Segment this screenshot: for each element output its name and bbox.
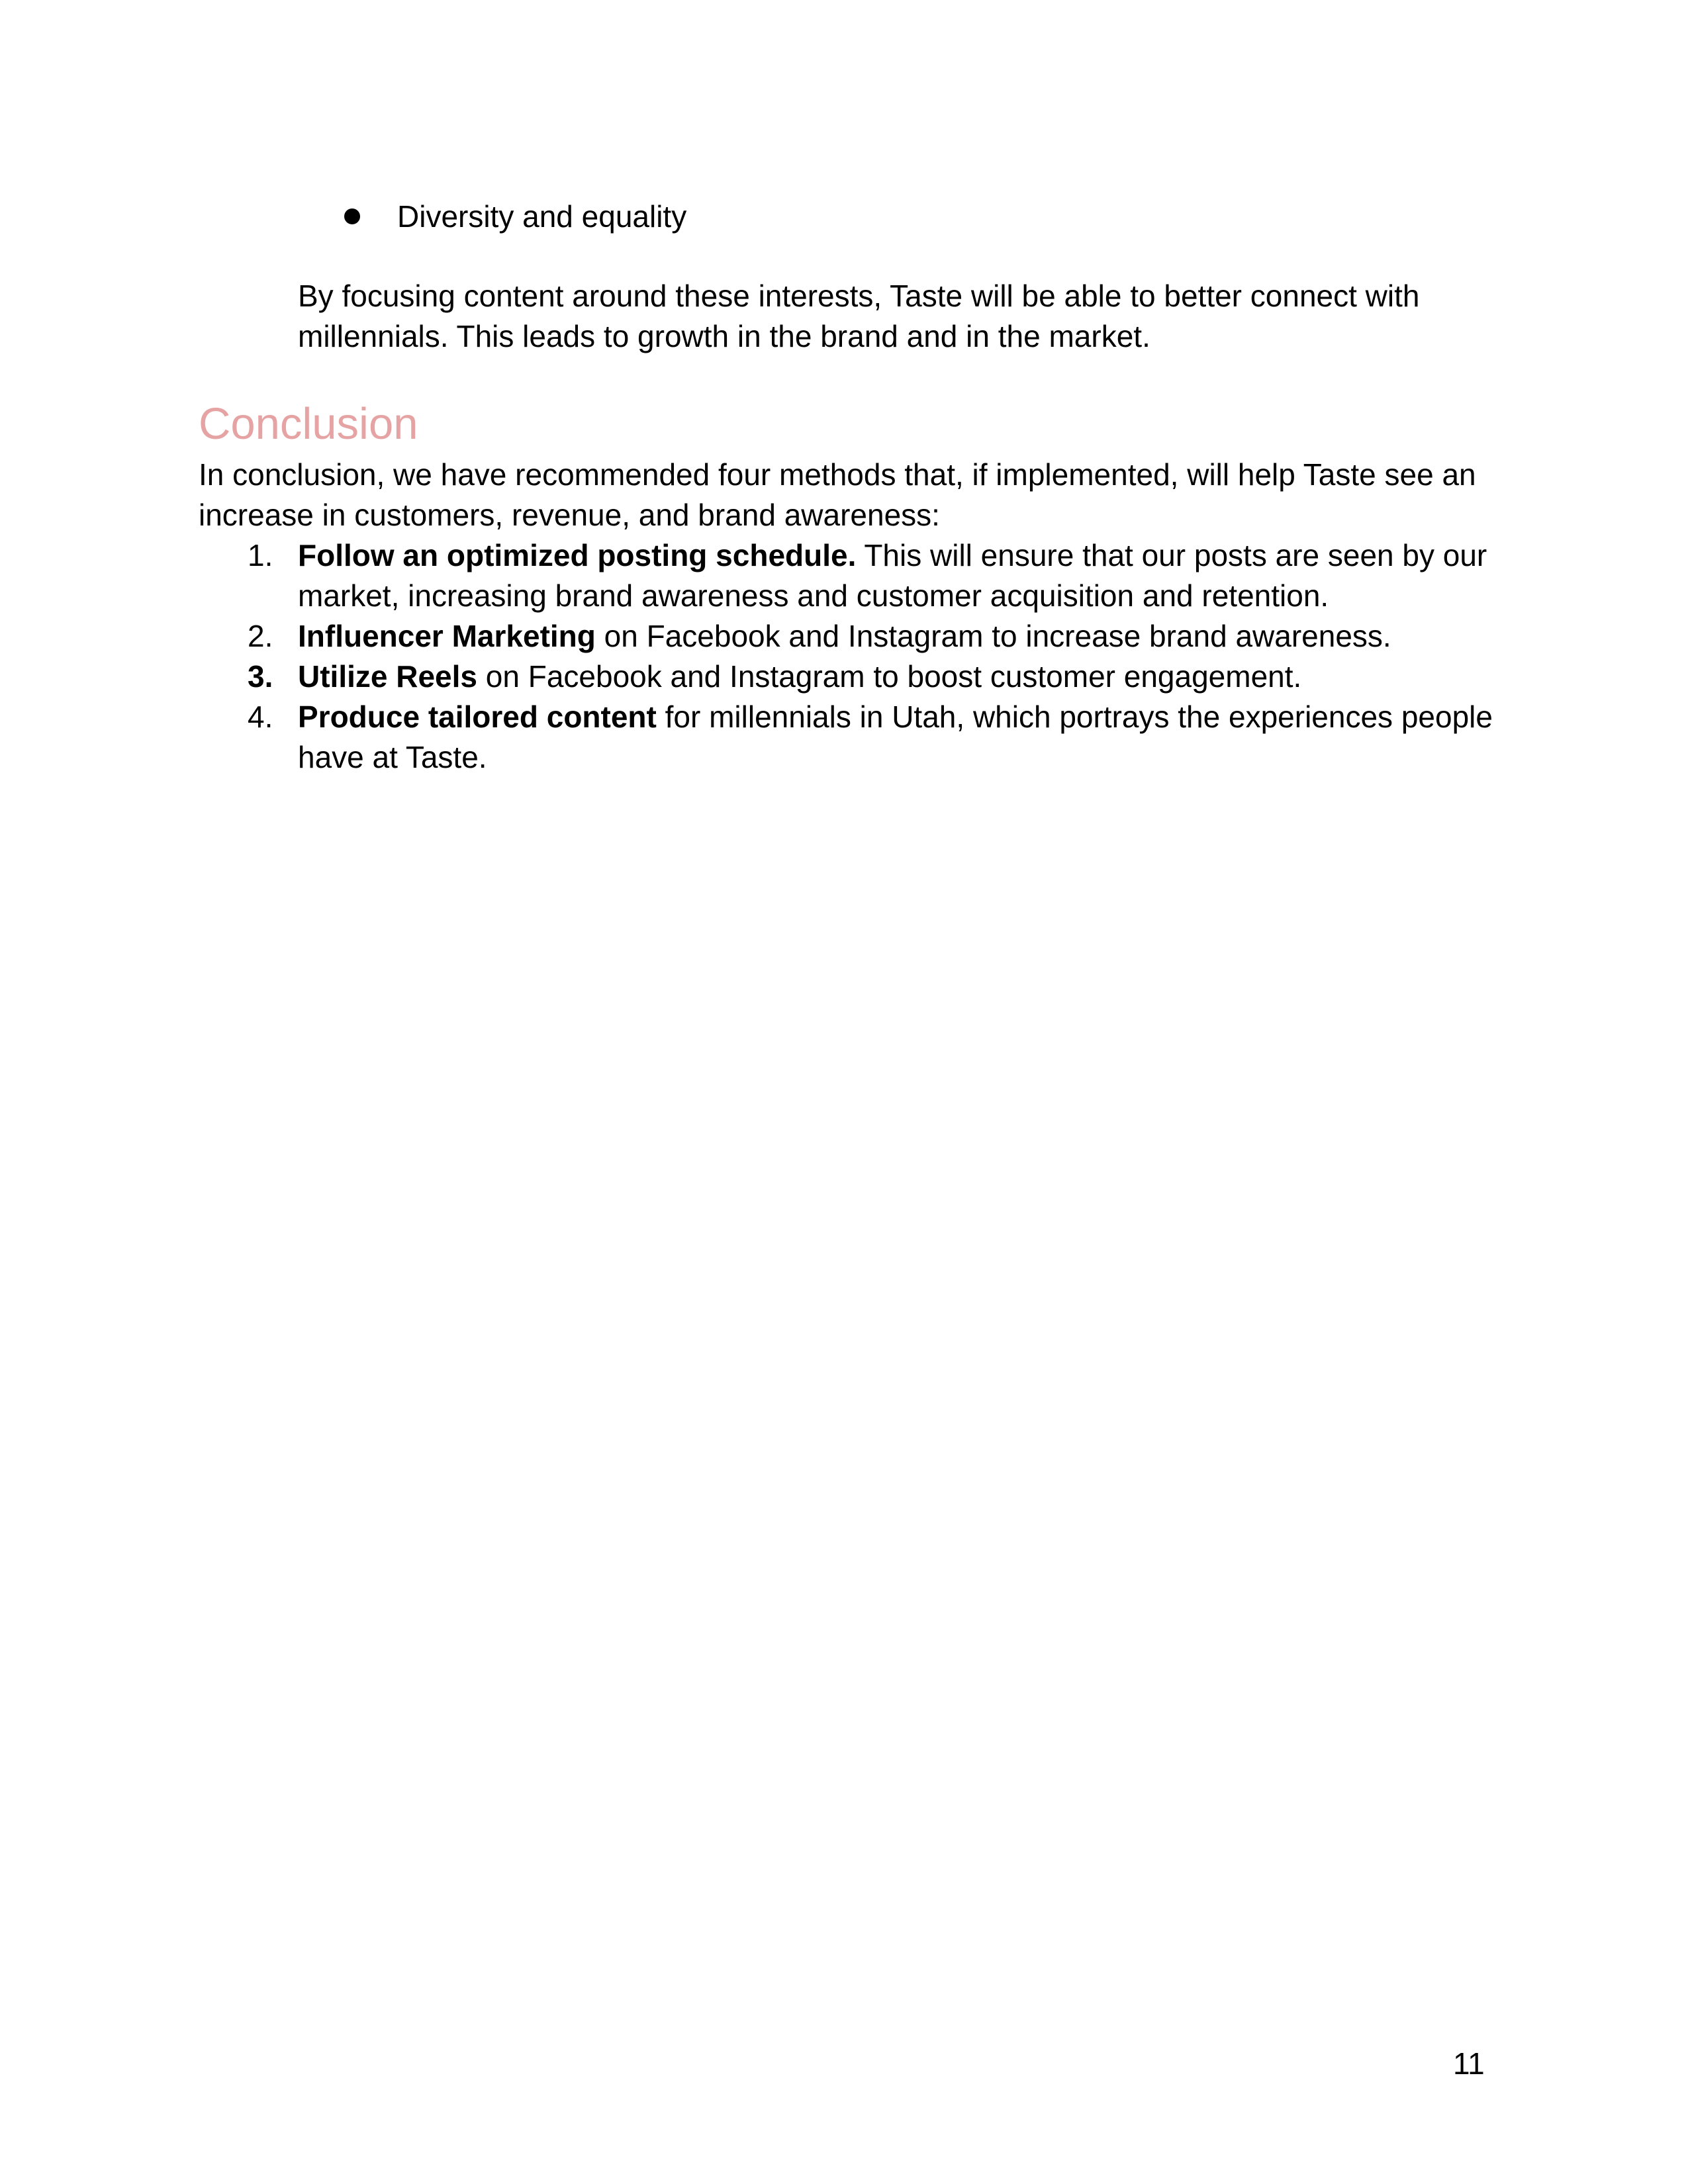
list-item-text: This will ensure that our posts are seen by our market, increasing brand awareness and customer acquisition and retention. (298, 538, 1487, 613)
list-item-bold-lead: Influencer Marketing (298, 619, 596, 653)
list-item-text: on Facebook and Instagram to increase brand awareness. (595, 619, 1391, 653)
list-item-number: 4. (248, 700, 273, 734)
list-item-text: on Facebook and Instagram to boost customer engagement. (477, 659, 1302, 694)
list-item-number: 2. (248, 619, 273, 653)
list-item (199, 697, 1509, 778)
page-number: 11 (1453, 2046, 1485, 2081)
bullet-item (344, 197, 686, 236)
conclusion-intro: In conclusion, we have recommended four methods that, if implemented, will help Taste see an increase in customers, revenue, and brand awareness: (199, 457, 1476, 532)
recommendations-list (199, 535, 1509, 778)
bullet-dot-icon (344, 208, 360, 224)
list-item-bold-lead: Utilize Reels (298, 659, 477, 694)
summary-paragraph: By focusing content around these interests, Taste will be able to better connect with millennials. This leads to growth in the brand and in the market. (298, 279, 1420, 353)
bullet-item-text: Diversity and equality (397, 199, 687, 234)
list-item (199, 535, 1509, 616)
list-item (199, 657, 1509, 697)
list-item-number: 1. (248, 538, 273, 572)
list-item-bold-lead: Produce tailored content (298, 700, 657, 734)
list-item (199, 616, 1509, 657)
list-item-text: for millennials in Utah, which portrays the experiences people have at Taste. (298, 700, 1493, 774)
list-item-bold-lead: Follow an optimized posting schedule. (298, 538, 857, 572)
list-item-number: 3. (248, 659, 273, 694)
conclusion-heading: Conclusion (199, 399, 418, 449)
